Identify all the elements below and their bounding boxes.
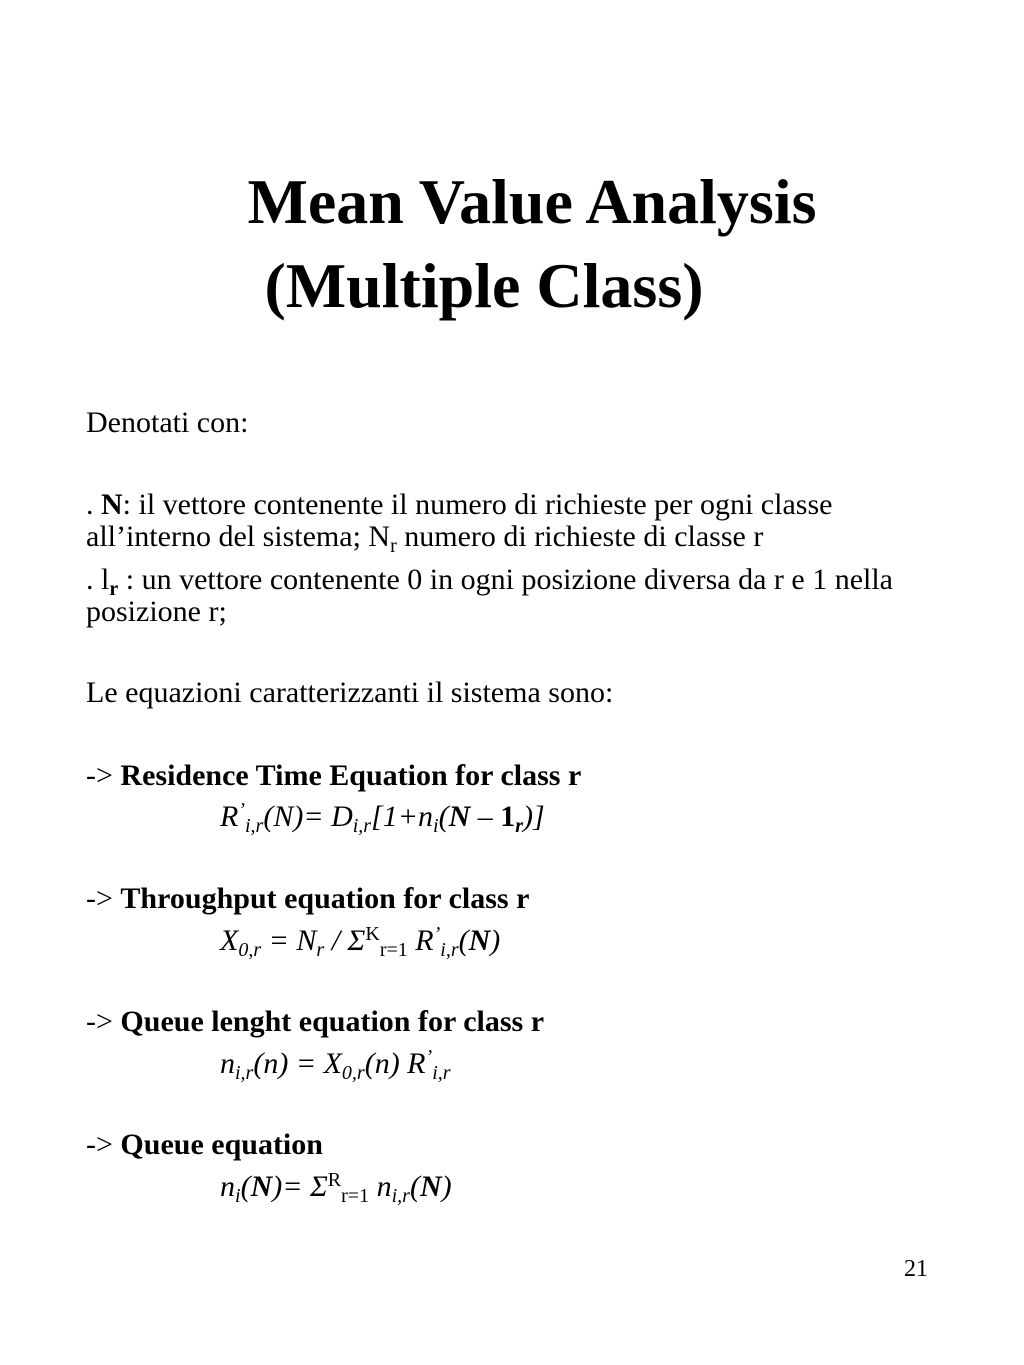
subscript-r: r <box>390 535 397 557</box>
arrow: -> <box>86 759 113 792</box>
formula-part: n <box>220 1047 235 1080</box>
formula-part: R <box>220 800 239 833</box>
formula-part: R <box>407 924 434 957</box>
formula-part: 0,r <box>341 1062 365 1084</box>
formula-part: )] <box>523 800 545 833</box>
equation-heading-queue <box>86 1128 323 1162</box>
formula-part: ’ <box>433 923 441 945</box>
formula-part: ) <box>441 1170 452 1203</box>
formula-part: i,r <box>352 815 372 837</box>
formula-part: 1 <box>500 800 516 833</box>
formula-part: / Σ <box>324 924 366 957</box>
vector-n-symbol: N <box>101 488 123 521</box>
formula-part: ) <box>490 924 501 957</box>
heading-text: Residence Time Equation for class r <box>120 759 582 792</box>
heading-text: Queue lenght equation for class r <box>120 1005 545 1038</box>
subscript-r-bold: r <box>109 578 119 600</box>
formula-part: i,r <box>391 1185 410 1207</box>
definition-n-text-b: numero di richieste di classe r <box>396 520 764 553</box>
formula-part: i <box>235 1185 241 1207</box>
formula-part: N <box>419 1170 442 1203</box>
formula-part: K <box>365 923 380 945</box>
equations-intro: Le equazioni caratterizzanti il sistema sono: <box>86 676 614 709</box>
formula-throughput <box>220 923 501 961</box>
definition-n-text-a: : il vettore contenente il numero di richieste per ogni classe all’interno del sistema; N <box>86 488 833 553</box>
formula-part: ’ <box>425 1046 433 1068</box>
formula-residence <box>220 799 545 837</box>
formula-part: )= Σ <box>272 1170 328 1203</box>
formula-part: r <box>515 815 524 837</box>
formula-part: N <box>448 800 471 833</box>
formula-part: N <box>250 1170 273 1203</box>
formula-part: i,r <box>440 939 459 961</box>
bullet: . <box>86 488 101 521</box>
slide-title <box>0 160 1024 328</box>
arrow: -> <box>86 1128 113 1161</box>
formula-part: (n) = X <box>253 1047 342 1080</box>
formula-part: ( <box>458 924 469 957</box>
formula-part: ( <box>409 1170 420 1203</box>
equation-heading-residence <box>86 759 581 793</box>
formula-part: – <box>470 800 501 833</box>
formula-part: (N)= D <box>263 800 353 833</box>
formula-part: r=1 <box>379 939 408 961</box>
heading-text: Throughput equation for class r <box>120 882 530 915</box>
definition-l <box>86 564 956 628</box>
title-line-2: (Multiple Class) <box>264 250 704 321</box>
formula-part: R <box>327 1169 342 1191</box>
bullet-l: . l <box>86 563 110 596</box>
formula-part: (n) R <box>364 1047 426 1080</box>
formula-part: i,r <box>432 1062 451 1084</box>
intro-text: Denotati con: <box>86 406 249 439</box>
formula-part: r=1 <box>341 1185 370 1207</box>
definition-l-text: : un vettore contenente 0 in ogni posizione diversa da r e 1 nella posizione r; <box>86 563 893 628</box>
arrow: -> <box>86 882 113 915</box>
formula-part: n <box>369 1170 392 1203</box>
formula-part: r <box>316 939 325 961</box>
title-line-1: Mean Value Analysis <box>247 166 817 237</box>
formula-part: i,r <box>235 1062 254 1084</box>
formula-part: X <box>220 924 239 957</box>
heading-text: Queue equation <box>120 1128 323 1161</box>
formula-part: [1+n <box>371 800 434 833</box>
formula-part: i <box>433 815 439 837</box>
formula-part: N <box>468 924 491 957</box>
formula-part: 0,r <box>238 939 262 961</box>
arrow: -> <box>86 1005 113 1038</box>
page-number: 21 <box>904 1256 928 1282</box>
formula-queue-length <box>220 1046 451 1084</box>
definition-n <box>86 488 956 557</box>
equation-heading-queue-length <box>86 1005 544 1039</box>
equation-heading-throughput <box>86 882 529 916</box>
formula-queue <box>220 1169 452 1207</box>
formula-part: = N <box>261 924 317 957</box>
formula-part: ( <box>240 1170 251 1203</box>
formula-part: ’ <box>238 799 245 821</box>
formula-part: ( <box>438 800 449 833</box>
formula-part: n <box>220 1170 235 1203</box>
formula-part: i,r <box>245 815 264 837</box>
